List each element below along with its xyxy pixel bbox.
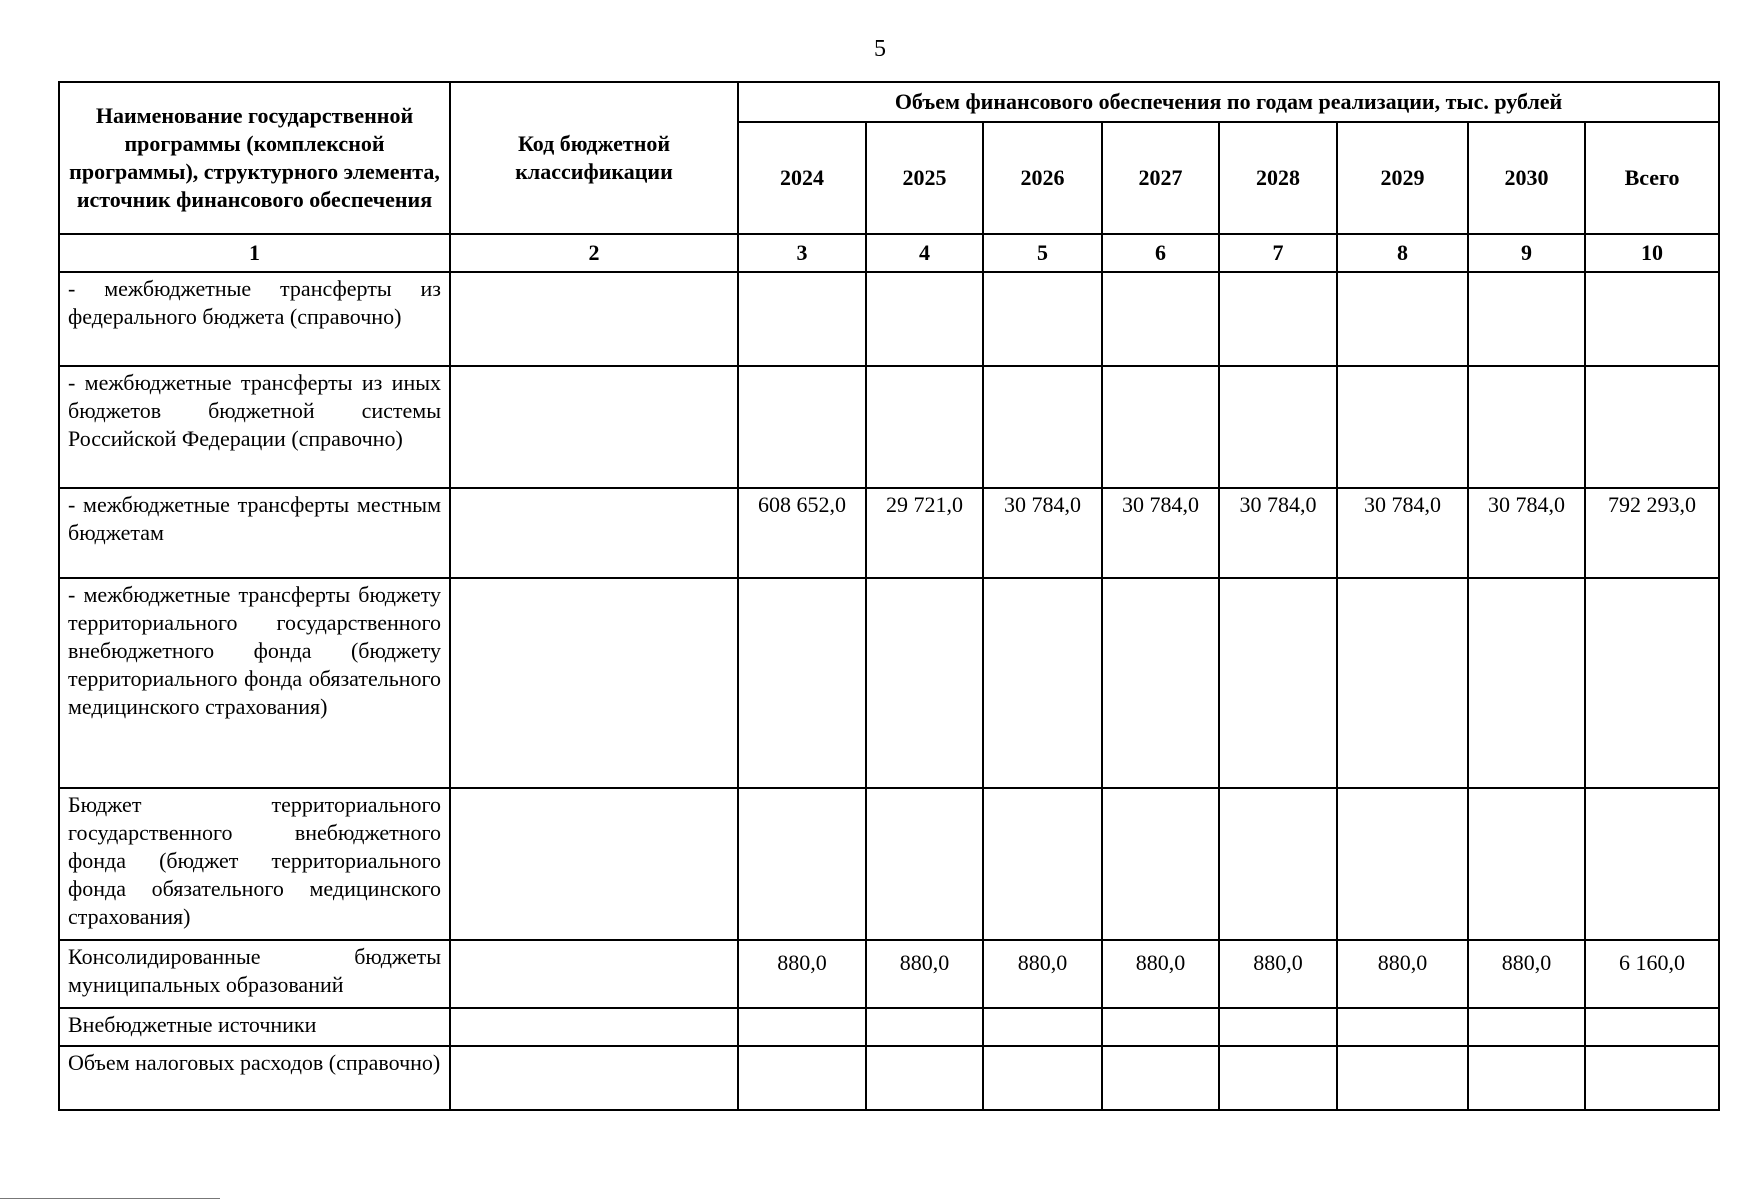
row-value-2028 — [1219, 1046, 1337, 1110]
column-number: 6 — [1102, 234, 1219, 272]
row-name: - межбюджетные трансферты из иных бюджетов бюджетной системы Российской Федерации (справочно) — [59, 366, 450, 488]
row-value-2025: 29 721,0 — [866, 488, 983, 578]
row-value-2024 — [738, 1008, 866, 1046]
row-value-2030 — [1468, 788, 1585, 940]
row-value-2029 — [1337, 788, 1468, 940]
header-year: 2024 — [738, 122, 866, 234]
row-value-total — [1585, 272, 1719, 366]
row-value-2030: 880,0 — [1468, 940, 1585, 1008]
header-total: Всего — [1585, 122, 1719, 234]
row-code — [450, 488, 738, 578]
table-row — [59, 366, 1719, 488]
row-value-2024 — [738, 272, 866, 366]
row-value-2029 — [1337, 366, 1468, 488]
row-code — [450, 366, 738, 488]
row-code — [450, 788, 738, 940]
row-value-2026: 880,0 — [983, 940, 1102, 1008]
header-code-column: Код бюджетной классификации — [450, 82, 738, 234]
row-value-total — [1585, 578, 1719, 788]
column-number: 1 — [59, 234, 450, 272]
row-value-2029 — [1337, 1046, 1468, 1110]
row-value-2024 — [738, 578, 866, 788]
row-value-2026: 30 784,0 — [983, 488, 1102, 578]
header-year: 2030 — [1468, 122, 1585, 234]
row-value-total — [1585, 366, 1719, 488]
row-value-2026 — [983, 272, 1102, 366]
row-value-2030: 30 784,0 — [1468, 488, 1585, 578]
row-value-2025 — [866, 366, 983, 488]
row-value-2029: 30 784,0 — [1337, 488, 1468, 578]
table-row — [59, 272, 1719, 366]
row-value-2030 — [1468, 578, 1585, 788]
row-value-2026 — [983, 1008, 1102, 1046]
table-row — [59, 788, 1719, 940]
column-number: 10 — [1585, 234, 1719, 272]
row-value-2027 — [1102, 366, 1219, 488]
row-code — [450, 940, 738, 1008]
row-code — [450, 1046, 738, 1110]
row-value-2030 — [1468, 1008, 1585, 1046]
row-name: - межбюджетные трансферты из федерального бюджета (справочно) — [59, 272, 450, 366]
row-value-2027 — [1102, 272, 1219, 366]
table-row — [59, 1046, 1719, 1110]
row-value-2026 — [983, 1046, 1102, 1110]
table-row — [59, 488, 1719, 578]
financing-table — [58, 81, 1720, 1111]
row-value-2024 — [738, 366, 866, 488]
row-value-2027 — [1102, 1008, 1219, 1046]
row-value-2028 — [1219, 272, 1337, 366]
row-value-2025 — [866, 578, 983, 788]
row-value-total — [1585, 1008, 1719, 1046]
column-number: 3 — [738, 234, 866, 272]
header-year: 2027 — [1102, 122, 1219, 234]
header-year: 2026 — [983, 122, 1102, 234]
row-value-2028: 30 784,0 — [1219, 488, 1337, 578]
header-year: 2025 — [866, 122, 983, 234]
row-value-2029 — [1337, 578, 1468, 788]
row-value-2026 — [983, 578, 1102, 788]
row-name: Внебюджетные источники — [59, 1008, 450, 1046]
column-number: 7 — [1219, 234, 1337, 272]
header-year: 2029 — [1337, 122, 1468, 234]
row-name: Бюджет территориального государственного внебюджетного фонда (бюджет территориального фонда обязательного медицинского страхования) — [59, 788, 450, 940]
row-value-2027 — [1102, 788, 1219, 940]
header-year: 2028 — [1219, 122, 1337, 234]
row-value-2024: 608 652,0 — [738, 488, 866, 578]
table-row — [59, 578, 1719, 788]
row-value-total: 6 160,0 — [1585, 940, 1719, 1008]
row-value-2026 — [983, 366, 1102, 488]
header-name-column: Наименование государственной программы (комплексной программы), структурного элемента, источник финансового обеспечения — [59, 82, 450, 234]
row-value-2024: 880,0 — [738, 940, 866, 1008]
row-value-2029: 880,0 — [1337, 940, 1468, 1008]
row-code — [450, 578, 738, 788]
row-value-2024 — [738, 1046, 866, 1110]
row-value-2024 — [738, 788, 866, 940]
row-value-total — [1585, 788, 1719, 940]
column-number: 5 — [983, 234, 1102, 272]
row-code — [450, 272, 738, 366]
row-value-2028 — [1219, 1008, 1337, 1046]
row-value-2025 — [866, 788, 983, 940]
page-number: 5 — [874, 36, 886, 62]
row-name: Объем налоговых расходов (справочно) — [59, 1046, 450, 1110]
row-value-2028 — [1219, 788, 1337, 940]
row-name: - межбюджетные трансферты местным бюджетам — [59, 488, 450, 578]
row-value-2025: 880,0 — [866, 940, 983, 1008]
row-value-2028: 880,0 — [1219, 940, 1337, 1008]
row-value-2025 — [866, 272, 983, 366]
row-value-2030 — [1468, 272, 1585, 366]
column-numbers-row — [59, 234, 1719, 272]
row-value-total — [1585, 1046, 1719, 1110]
footer-rule — [0, 1198, 220, 1199]
column-number: 4 — [866, 234, 983, 272]
row-value-2025 — [866, 1046, 983, 1110]
row-value-total: 792 293,0 — [1585, 488, 1719, 578]
row-value-2029 — [1337, 1008, 1468, 1046]
row-name: Консолидированные бюджеты муниципальных образований — [59, 940, 450, 1008]
row-value-2028 — [1219, 578, 1337, 788]
column-number: 8 — [1337, 234, 1468, 272]
table-row — [59, 1008, 1719, 1046]
row-value-2027 — [1102, 578, 1219, 788]
column-number: 2 — [450, 234, 738, 272]
row-value-2028 — [1219, 366, 1337, 488]
row-value-2029 — [1337, 272, 1468, 366]
row-value-2030 — [1468, 366, 1585, 488]
column-number: 9 — [1468, 234, 1585, 272]
row-value-2027 — [1102, 1046, 1219, 1110]
row-value-2026 — [983, 788, 1102, 940]
row-value-2025 — [866, 1008, 983, 1046]
row-value-2030 — [1468, 1046, 1585, 1110]
row-value-2027: 30 784,0 — [1102, 488, 1219, 578]
row-name: - межбюджетные трансферты бюджету территориального государственного внебюджетного фонда (бюджету территориального фонда обязательного медицинского страхования) — [59, 578, 450, 788]
header-volume-group: Объем финансового обеспечения по годам реализации, тыс. рублей — [738, 82, 1719, 122]
table-row — [59, 940, 1719, 1008]
row-value-2027: 880,0 — [1102, 940, 1219, 1008]
row-code — [450, 1008, 738, 1046]
